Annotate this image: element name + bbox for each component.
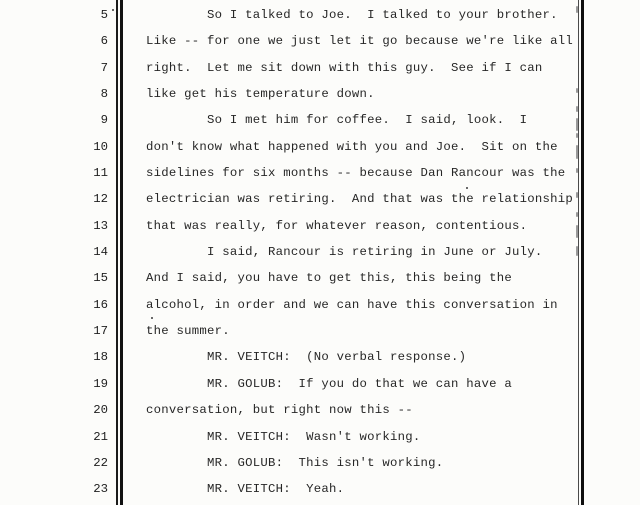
transcript-rows [0,2,640,503]
scan-edge-dash [576,212,578,217]
scan-edge-dash [576,246,578,256]
line-number: 5 [100,8,108,22]
ink-speck [151,317,153,319]
transcript-line [0,213,640,239]
line-number: 6 [100,34,108,49]
line-number: 8 [100,87,108,102]
right-margin-rule [578,0,584,505]
line-text: don't know what happened with you and Joe. Sit on the [146,139,558,154]
line-text: alcohol, in order and we can have this conversation in [146,297,558,312]
line-text: MR. VEITCH: Wasn't working. [146,429,421,444]
line-text: I said, Rancour is retiring in June or July. [146,245,543,260]
line-text: So I talked to Joe. I talked to your brother. [146,8,558,22]
line-text: Like -- for one we just let it go because we're like all [146,34,574,49]
transcript-line [0,476,640,502]
transcript-line [0,239,640,265]
line-text: electrician was retiring. And that was the relationship [146,192,574,207]
transcript-line [0,344,640,370]
scan-edge-dash [576,133,578,138]
line-number: 21 [93,429,108,444]
scan-edge-dash [576,118,578,131]
line-number: 15 [93,271,108,286]
scan-edge-dash [576,88,578,93]
line-number: 17 [93,324,108,339]
line-number: 18 [93,350,108,365]
line-number: 23 [93,482,108,497]
line-number: 9 [100,113,108,128]
ink-speck [466,187,468,189]
line-text: sidelines for six months -- because Dan Rancour was the [146,166,566,181]
scan-edge-dash [576,106,578,112]
transcript-line [0,265,640,291]
line-text: So I met him for coffee. I said, look. I [146,113,528,128]
line-text: like get his temperature down. [146,87,375,102]
transcript-line [0,424,640,450]
transcript-line [0,107,640,133]
transcript-line [0,397,640,423]
transcript-line [0,371,640,397]
line-number: 14 [93,245,108,260]
line-number: 16 [93,297,108,312]
line-number: 10 [93,139,108,154]
transcript-line [0,2,640,28]
transcript-line [0,81,640,107]
line-number-divider-rule [116,0,123,505]
line-text: MR. VEITCH: (No verbal response.) [146,350,467,365]
line-text: conversation, but right now this -- [146,403,413,418]
scan-edge-dash [576,6,578,13]
transcript-line [0,134,640,160]
line-text: MR. GOLUB: This isn't working. [146,455,444,470]
scan-edge-dash [576,145,578,159]
line-number: 11 [93,166,108,181]
transcript-line [0,292,640,318]
ink-speck [112,9,114,11]
transcript-line [0,28,640,54]
transcript-line [0,186,640,212]
scan-edge-dash [576,225,578,238]
line-number: 20 [93,403,108,418]
scan-edge-dash [576,192,578,198]
line-number: 13 [93,218,108,233]
line-text: MR. GOLUB: If you do that we can have a [146,376,513,391]
line-number: 19 [93,376,108,391]
line-number: 7 [100,60,108,75]
line-text: right. Let me sit down with this guy. See if I can [146,60,543,75]
transcript-line [0,160,640,186]
transcript-line [0,55,640,81]
line-text: the summer. [146,324,230,339]
line-text: that was really, for whatever reason, contentious. [146,218,528,233]
line-text: And I said, you have to get this, this being the [146,271,513,286]
line-text: MR. VEITCH: Yeah. [146,482,345,497]
transcript-line [0,450,640,476]
scan-edge-dash [576,168,578,173]
transcript-line [0,318,640,344]
line-number: 12 [93,192,108,207]
line-number: 22 [93,455,108,470]
